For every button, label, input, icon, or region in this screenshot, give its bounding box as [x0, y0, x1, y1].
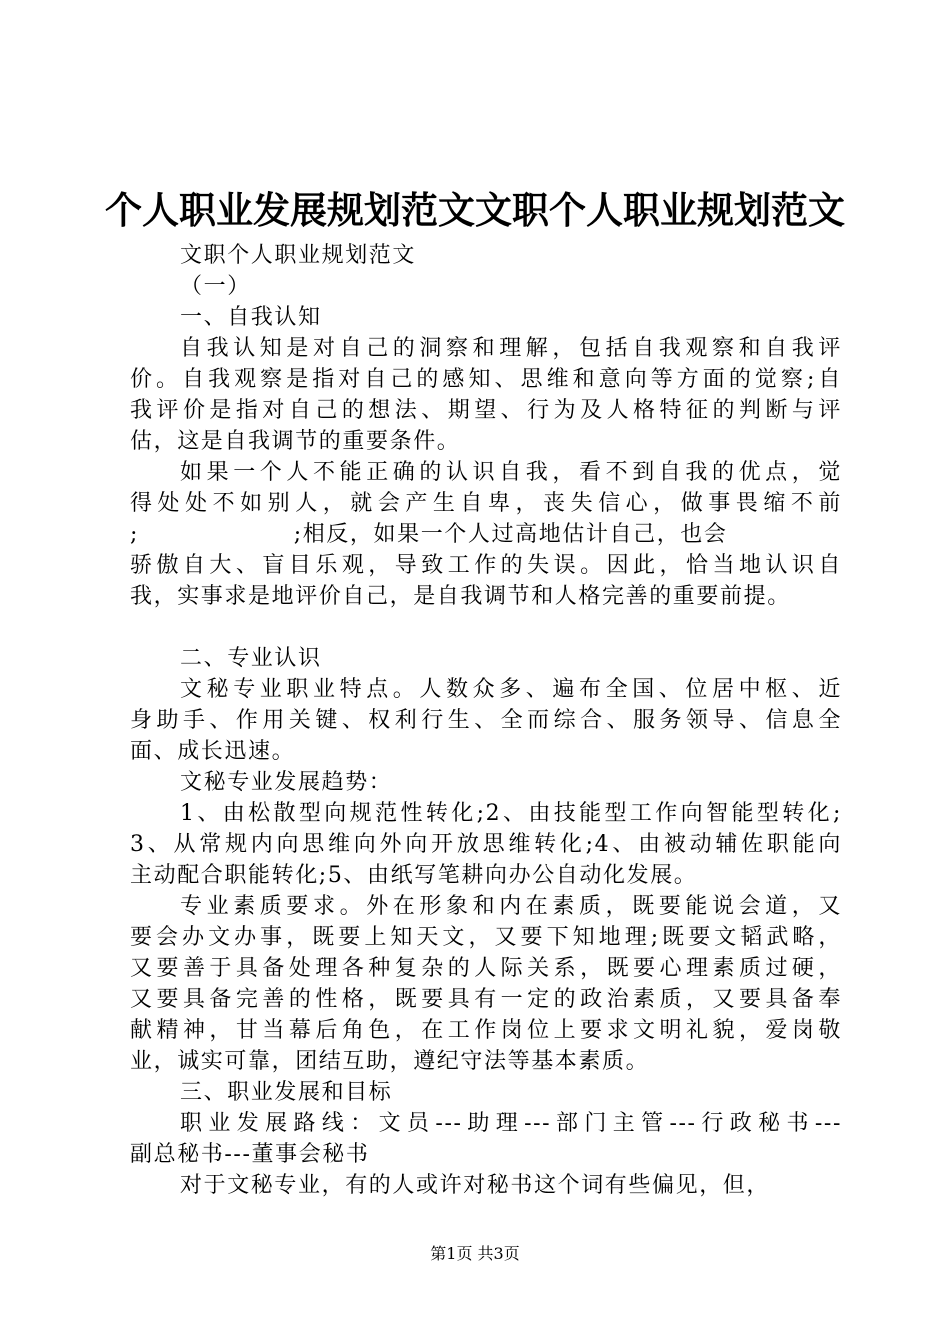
body-line: 估，这是自我调节的重要条件。 — [130, 429, 461, 454]
body-line: 要会办文办事，既要上知天文，又要下知地理;既要文韬武略， — [130, 925, 842, 950]
body-line: 身助手、作用关键、权利行生、全而综合、服务领导、信息全 — [130, 708, 842, 733]
body-line: 3、从常规内向思维向外向开放思维转化;4、由被动辅佐职能向 — [130, 832, 842, 857]
body-line: 三、职业发展和目标 — [180, 1080, 393, 1105]
body-line: 主动配合职能转化;5、由纸写笔耕向办公自动化发展。 — [130, 863, 698, 888]
body-line: 对于文秘专业，有的人或许对秘书这个词有些偏见，但， — [180, 1173, 771, 1198]
body-line: 职业发展路线：文员---助理---部门主管---行政秘书--- — [180, 1111, 842, 1136]
body-line: 又要善于具备处理各种复杂的人际关系，既要心理素质过硬， — [130, 956, 842, 981]
body-line: 文秘专业职业特点。人数众多、遍布全国、位居中枢、近 — [180, 677, 842, 702]
body-line: 二、专业认识 — [180, 646, 322, 671]
page-footer: 第1页 共3页 — [430, 1244, 520, 1263]
body-line: ; ;相反，如果一个人过高地估计自己，也会 — [130, 522, 728, 547]
body-line: 1、由松散型向规范性转化;2、由技能型工作向智能型转化; — [180, 801, 842, 826]
body-line: 骄傲自大、盲目乐观，导致工作的失误。因此，恰当地认识自 — [130, 553, 842, 578]
body-line: 又要具备完善的性格，既要具有一定的政治素质，又要具备奉 — [130, 987, 842, 1012]
document-title: 个人职业发展规划范文文职个人职业规划范文 — [105, 188, 845, 232]
body-line: 文职个人职业规划范文 — [180, 243, 417, 268]
blank-line — [130, 612, 842, 643]
body-line: 我评价是指对自己的想法、期望、行为及人格特征的判断与评 — [130, 398, 842, 423]
body-line: 面、成长迅速。 — [130, 739, 296, 764]
document-body — [130, 240, 842, 1201]
body-line: 文秘专业发展趋势： — [180, 770, 393, 795]
body-line: 得处处不如别人，就会产生自卑，丧失信心，做事畏缩不前 — [130, 491, 842, 516]
body-line: 价。自我观察是指对自己的感知、思维和意向等方面的觉察;自 — [130, 367, 842, 392]
body-line: 一、自我认知 — [180, 305, 322, 330]
body-line: 业，诚实可靠，团结互助，遵纪守法等基本素质。 — [130, 1049, 650, 1074]
body-line: （一） — [180, 274, 251, 299]
body-line: 副总秘书---董事会秘书 — [130, 1142, 370, 1167]
body-line: 我，实事求是地评价自己，是自我调节和人格完善的重要前提。 — [130, 584, 791, 609]
body-line: 献精神，甘当幕后角色，在工作岗位上要求文明礼貌，爱岗敬 — [130, 1018, 842, 1043]
body-line: 如果一个人不能正确的认识自我，看不到自我的优点，觉 — [180, 460, 842, 485]
body-line: 专业素质要求。外在形象和内在素质，既要能说会道，又 — [180, 894, 842, 919]
body-line: 自我认知是对自己的洞察和理解，包括自我观察和自我评 — [180, 336, 842, 361]
